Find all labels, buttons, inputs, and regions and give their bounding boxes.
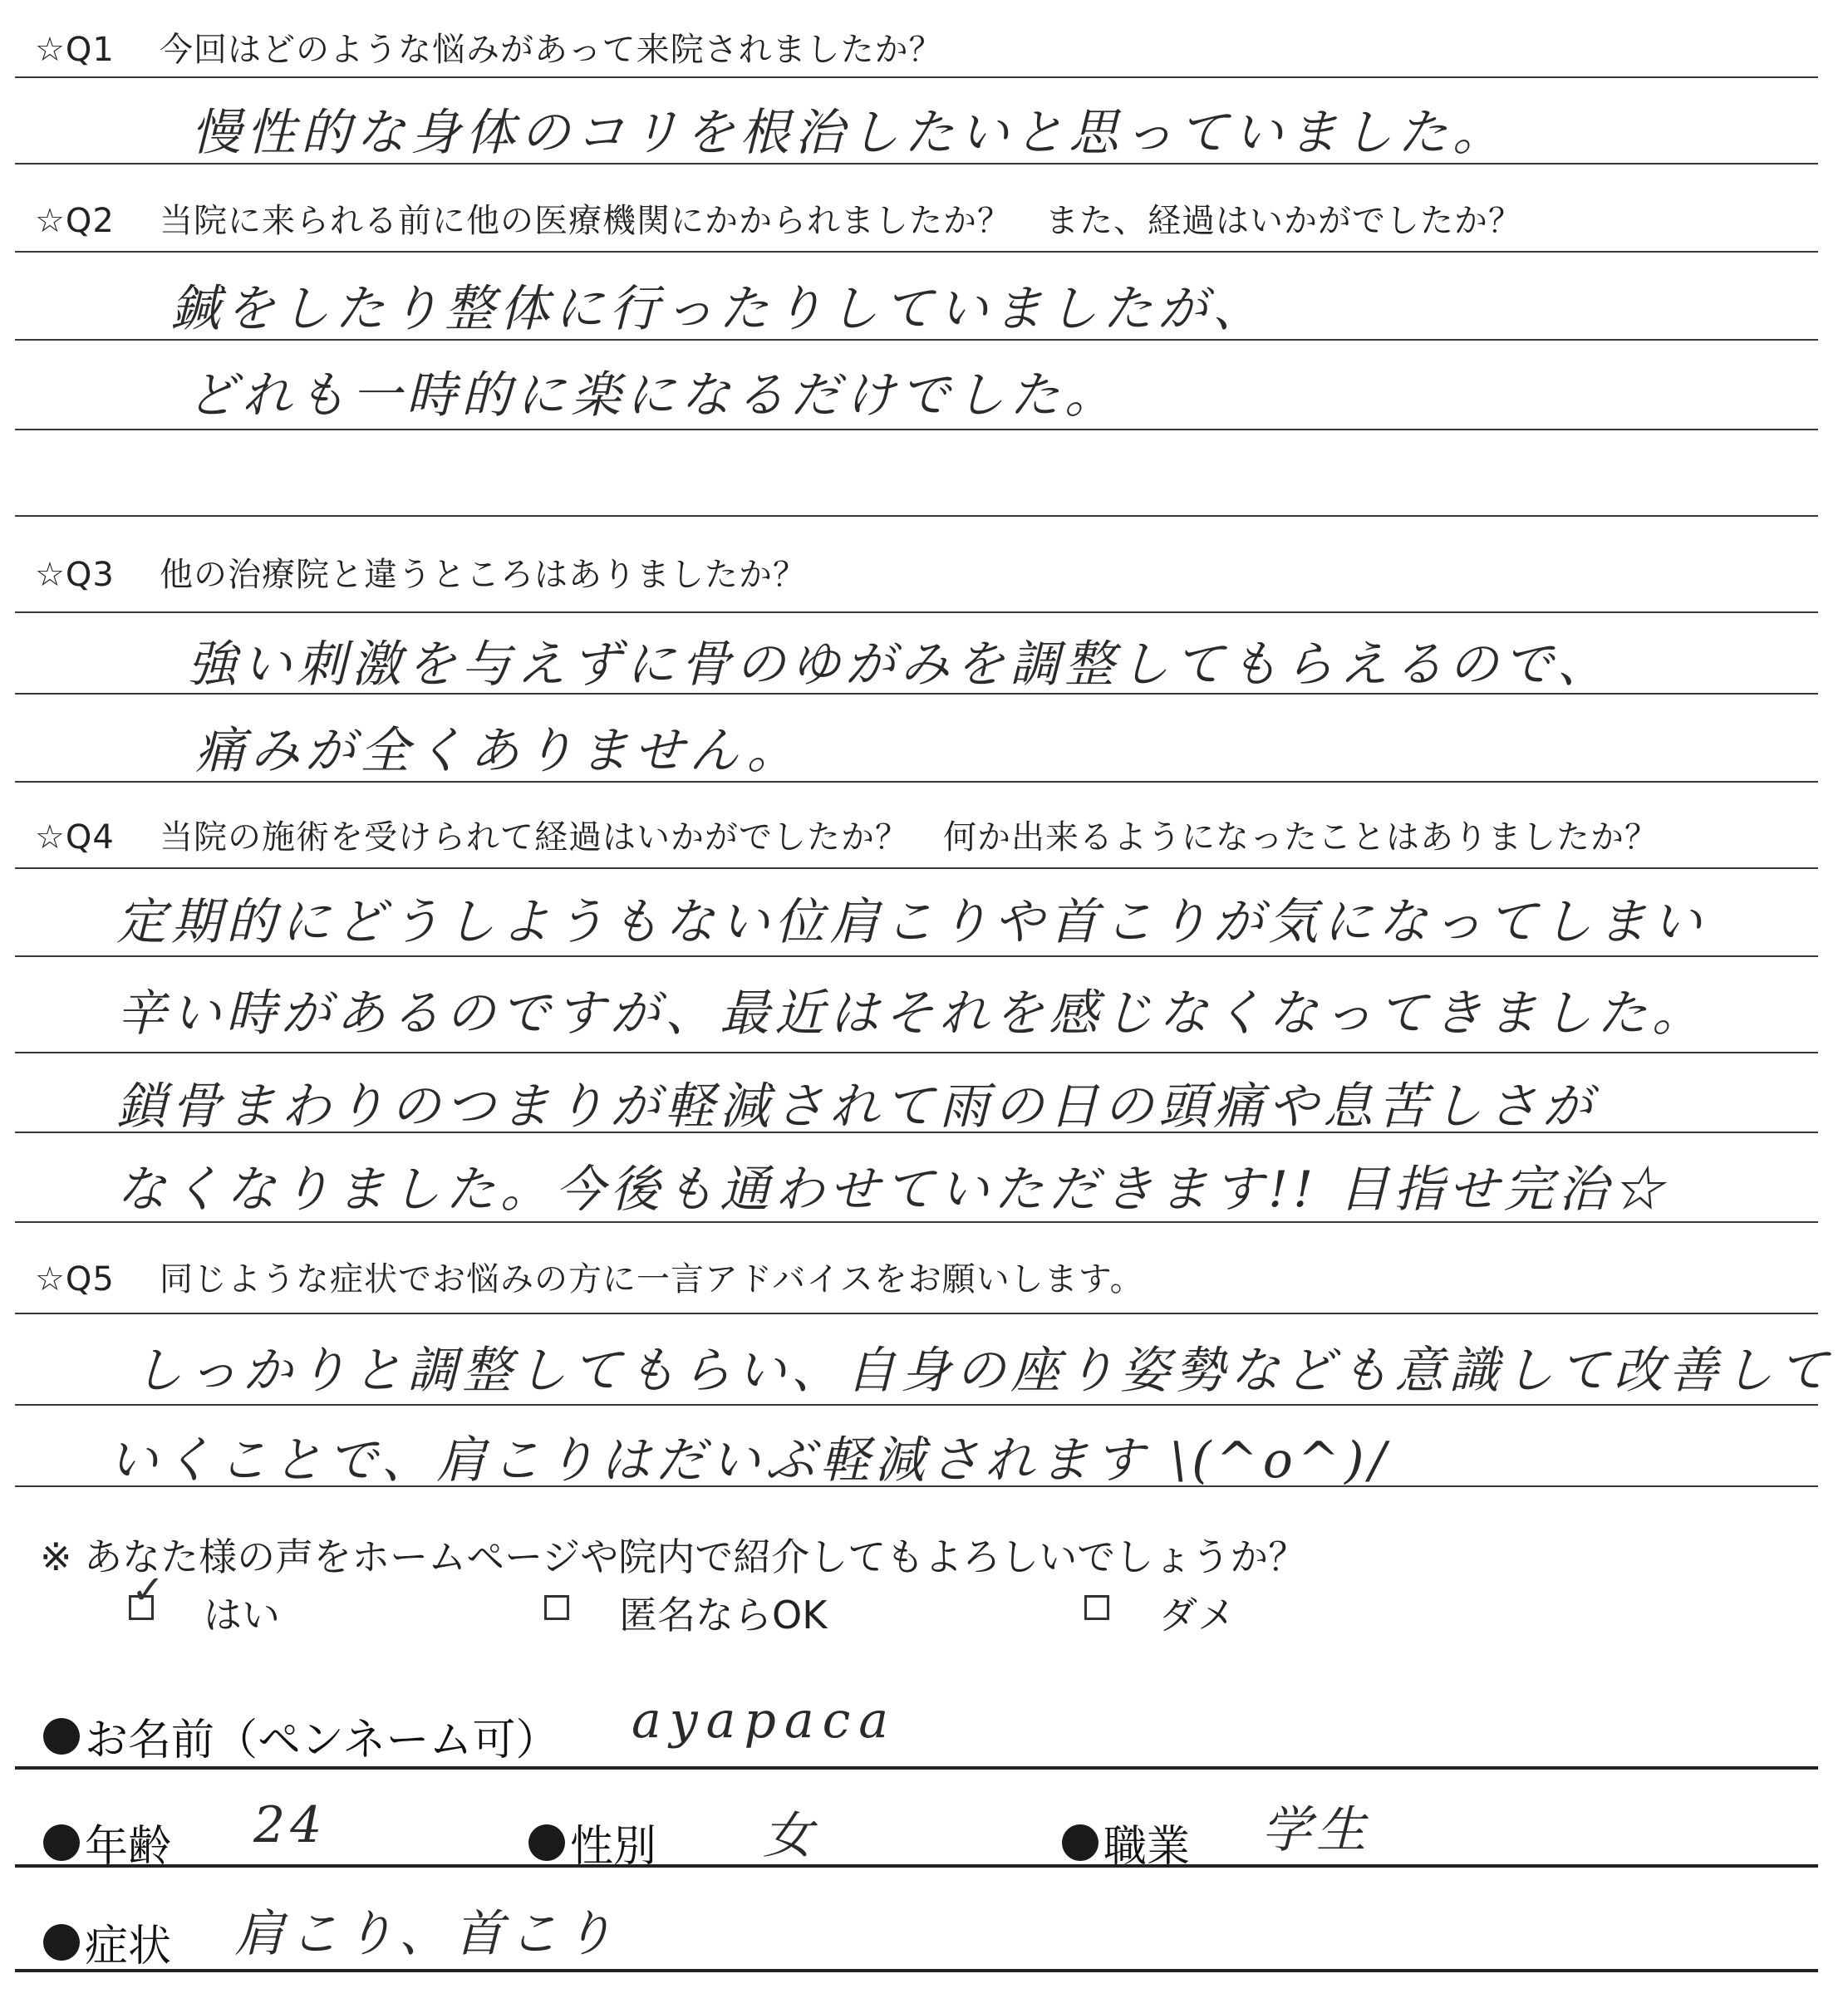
question-text: 当院の施術を受けられて経過はいかがでしたか？ 何か出来るようになったことはありましたか？	[160, 818, 1659, 857]
gender-value: 女	[763, 1807, 818, 1865]
answer-q4-line-1: 定期的にどうしようもない位肩こりや首こりが気になってしまい	[116, 893, 1707, 951]
rule	[15, 515, 1818, 517]
option-no-label: ダメ	[1159, 1593, 1236, 1637]
rule	[15, 1864, 1818, 1868]
answer-q2-line-2: どれも一時的に楽になるだけでした。	[187, 366, 1119, 425]
check-mark-icon: ✓	[131, 1567, 165, 1613]
option-yes-label: はい	[204, 1593, 280, 1637]
question-q5	[35, 1253, 1144, 1300]
symptom-value: 肩こり、首こり	[234, 1905, 618, 1963]
answer-q4-line-4: なくなりました。今後も通わせていただきます!! 目指せ完治☆	[116, 1161, 1669, 1219]
symptom-label: 症状	[43, 1911, 171, 1973]
question-number: ☆Q2	[35, 202, 115, 240]
name-value: ayapaca	[632, 1691, 897, 1750]
question-q2	[35, 194, 1522, 242]
job-label: 職業	[1062, 1811, 1190, 1873]
answer-q2-line-1: 鍼をしたり整体に行ったりしていましたが、	[170, 280, 1267, 338]
answer-q5-line-2: いくことで、肩こりはだいぶ軽減されます \(^o^)/	[108, 1431, 1391, 1490]
bullet-icon	[43, 1718, 80, 1755]
rule	[15, 1485, 1818, 1487]
question-q1	[35, 23, 943, 71]
bullet-icon	[43, 1824, 80, 1861]
answer-q4-line-2: 辛い時があるのですが、最近はそれを感じなくなってきました。	[116, 984, 1707, 1043]
rule	[15, 1221, 1818, 1223]
rule	[15, 1969, 1818, 1972]
answer-q5-line-1: しっかりと調整してもらい、自身の座り姿勢なども意識して改善して	[133, 1342, 1833, 1400]
answer-q3-line-1: 強い刺激を与えずに骨のゆがみを調整してもらえるので、	[187, 636, 1612, 694]
question-number: ☆Q1	[35, 31, 115, 69]
option-anonymous-label: 匿名ならOK	[619, 1593, 828, 1637]
rule	[15, 955, 1818, 957]
rule	[15, 339, 1818, 341]
bullet-icon	[528, 1824, 565, 1861]
question-q4	[35, 811, 1659, 858]
rule	[15, 781, 1818, 783]
gender-label: 性別	[528, 1811, 656, 1873]
question-number: ☆Q4	[35, 818, 115, 857]
rule	[15, 163, 1818, 164]
name-label: お名前（ペンネーム可）	[43, 1705, 558, 1767]
rule	[15, 429, 1818, 430]
question-text: 当院に来られる前に他の医療機関にかかられましたか？ また、経過はいかがでしたか？	[160, 202, 1522, 240]
question-number: ☆Q3	[35, 556, 115, 594]
question-q3	[35, 548, 807, 596]
rule	[15, 693, 1818, 695]
rule	[15, 867, 1818, 869]
question-number: ☆Q5	[35, 1260, 115, 1299]
age-label: 年齢	[43, 1811, 171, 1873]
rule	[15, 1404, 1818, 1406]
bullet-icon	[43, 1924, 80, 1961]
job-value: 学生	[1261, 1801, 1371, 1859]
checkbox-anonymous[interactable]	[544, 1595, 569, 1620]
age-value: 24	[253, 1796, 327, 1854]
rule	[15, 1052, 1818, 1053]
rule	[15, 251, 1818, 253]
consent-question: ※ あなた様の声をホームページや院内で紹介してもよろしいでしょうか？	[40, 1534, 1307, 1579]
question-text: 他の治療院と違うところはありましたか？	[160, 556, 807, 594]
rule	[15, 1766, 1818, 1770]
question-text: 同じような症状でお悩みの方に一言アドバイスをお願いします。	[160, 1260, 1144, 1299]
bullet-icon	[1062, 1824, 1098, 1861]
answer-q1-line-1: 慢性的な身体のコリを根治したいと思っていました。	[191, 104, 1507, 162]
rule	[15, 76, 1818, 78]
rule	[15, 1132, 1818, 1133]
answer-q4-line-3: 鎖骨まわりのつまりが軽減されて雨の日の頭痛や息苦しさが	[116, 1078, 1597, 1136]
rule	[15, 1313, 1818, 1314]
rule	[15, 611, 1818, 613]
checkbox-no[interactable]	[1084, 1595, 1109, 1620]
question-text: 今回はどのような悩みがあって来院されましたか？	[160, 31, 943, 69]
answer-q3-line-2: 痛みが全くありません。	[195, 722, 802, 780]
